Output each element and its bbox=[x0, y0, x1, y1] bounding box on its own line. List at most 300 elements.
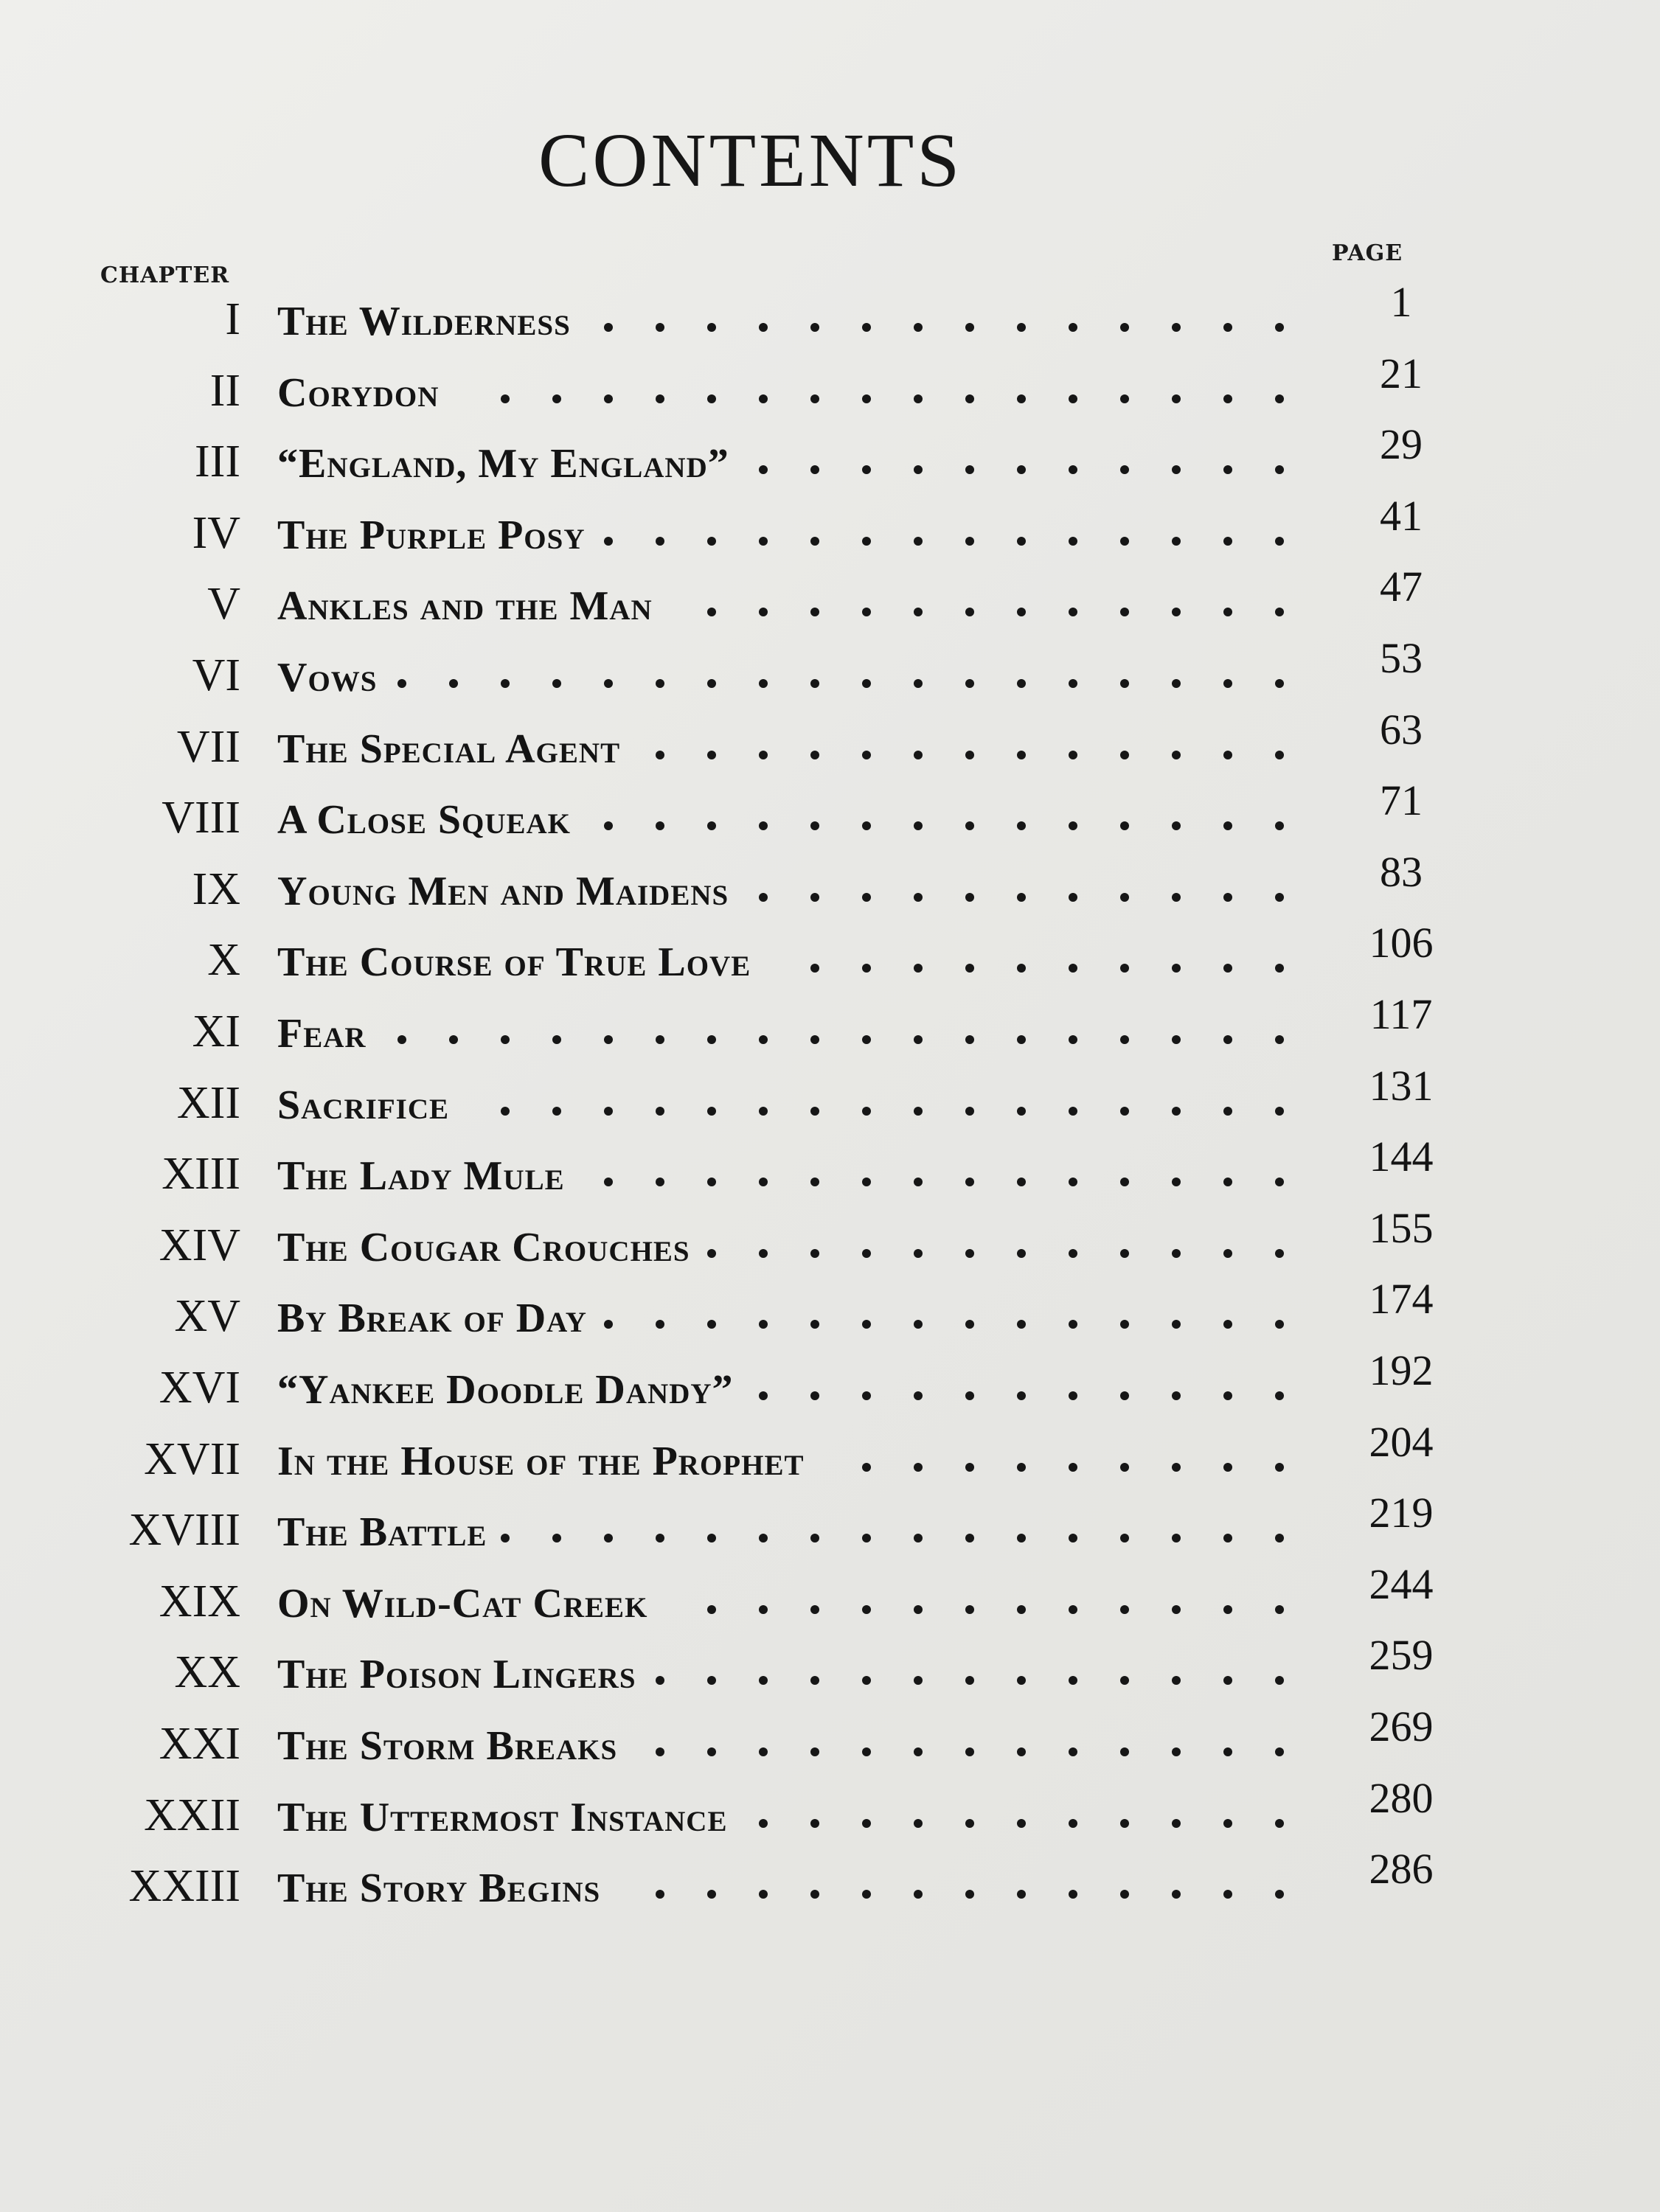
leader-dot bbox=[1223, 964, 1232, 973]
page-column-header: PAGE bbox=[1332, 240, 1403, 266]
chapter-number: XVIII bbox=[128, 1505, 240, 1556]
leader-dot bbox=[862, 1890, 871, 1899]
chapter-number: II bbox=[209, 365, 240, 416]
leader-dot bbox=[862, 465, 871, 474]
chapter-title: Young Men and Maidens bbox=[277, 868, 729, 914]
leader-dot bbox=[1069, 323, 1077, 332]
leader-dot bbox=[1120, 964, 1129, 973]
leader-dot bbox=[707, 537, 716, 546]
leader-dot bbox=[1172, 1107, 1181, 1116]
leader-dot bbox=[1275, 1605, 1284, 1614]
leader-dot bbox=[759, 821, 768, 830]
leader-dot bbox=[914, 1890, 923, 1899]
page-number: 280 bbox=[1369, 1773, 1434, 1822]
leader-dot bbox=[1120, 1463, 1129, 1472]
leader-dot bbox=[1069, 1534, 1077, 1543]
leader-dot bbox=[810, 323, 819, 332]
leader-dot bbox=[1120, 1320, 1129, 1329]
leader-dot bbox=[1120, 1747, 1129, 1756]
leader-dot bbox=[1223, 893, 1232, 902]
leader-dot bbox=[1223, 1676, 1232, 1685]
leader-dot bbox=[656, 1320, 664, 1329]
leader-dot bbox=[759, 1676, 768, 1685]
page-number: 244 bbox=[1369, 1559, 1434, 1608]
leader-dot bbox=[501, 394, 510, 403]
leader-dot bbox=[1017, 1463, 1026, 1472]
leader-dot bbox=[914, 1747, 923, 1756]
leader-dot bbox=[862, 751, 871, 759]
leader-dot bbox=[604, 537, 613, 546]
leader-dot bbox=[965, 1676, 974, 1685]
chapter-title: Ankles and the Man bbox=[277, 583, 653, 630]
leader-dot bbox=[1120, 1819, 1129, 1828]
leader-dot bbox=[501, 1107, 510, 1116]
leader-dot bbox=[1120, 1676, 1129, 1685]
leader-dot bbox=[1017, 1890, 1026, 1899]
leader-dot bbox=[604, 323, 613, 332]
leader-dot bbox=[1069, 751, 1077, 759]
leader-dot bbox=[1017, 1391, 1026, 1400]
leader-dot bbox=[965, 465, 974, 474]
leader-dot bbox=[862, 323, 871, 332]
leader-dot bbox=[656, 1035, 664, 1044]
leader-dot bbox=[707, 1320, 716, 1329]
page-number: 53 bbox=[1380, 634, 1423, 682]
page-number: 286 bbox=[1369, 1845, 1434, 1893]
chapter-column-header: CHAPTER bbox=[100, 262, 230, 288]
leader-dot bbox=[759, 1107, 768, 1116]
leader-dot bbox=[759, 1605, 768, 1614]
leader-dot bbox=[1275, 1534, 1284, 1543]
leader-dot bbox=[1172, 323, 1181, 332]
leader-dot bbox=[759, 1035, 768, 1044]
leader-dot bbox=[1172, 1178, 1181, 1186]
leader-dot bbox=[656, 1534, 664, 1543]
page-number: 174 bbox=[1369, 1275, 1434, 1324]
leader-dot bbox=[397, 679, 406, 688]
leader-dot bbox=[965, 1107, 974, 1116]
page-number: 21 bbox=[1380, 349, 1423, 397]
leader-dot bbox=[707, 1249, 716, 1258]
leader-dot bbox=[965, 608, 974, 616]
leader-dot bbox=[1223, 1249, 1232, 1258]
leader-dot bbox=[604, 1107, 613, 1116]
chapter-number: XV bbox=[174, 1291, 240, 1342]
leader-dot bbox=[707, 1605, 716, 1614]
leader-dot bbox=[862, 1178, 871, 1186]
leader-dot bbox=[914, 394, 923, 403]
leader-dot bbox=[1223, 465, 1232, 474]
leader-dot bbox=[1069, 1463, 1077, 1472]
leader-dot bbox=[1172, 1890, 1181, 1899]
leader-dot bbox=[914, 964, 923, 973]
chapter-number: V bbox=[207, 579, 240, 630]
chapter-number: XIX bbox=[159, 1576, 240, 1627]
leader-dot bbox=[1017, 893, 1026, 902]
leader-dot bbox=[707, 1035, 716, 1044]
leader-dot bbox=[810, 465, 819, 474]
leader-dot bbox=[1120, 465, 1129, 474]
chapter-number: XIV bbox=[159, 1220, 240, 1270]
leader-dot bbox=[1069, 679, 1077, 688]
leader-dot bbox=[1069, 394, 1077, 403]
leader-dot bbox=[1069, 1391, 1077, 1400]
leader-dot bbox=[1275, 1320, 1284, 1329]
leader-dot bbox=[862, 608, 871, 616]
leader-dot bbox=[965, 964, 974, 973]
leader-dot bbox=[1120, 1534, 1129, 1543]
chapter-title: The Poison Lingers bbox=[277, 1652, 636, 1698]
page-number: 131 bbox=[1369, 1061, 1434, 1110]
leader-dot bbox=[810, 1107, 819, 1116]
leader-dot bbox=[1223, 323, 1232, 332]
page-number: 269 bbox=[1369, 1703, 1434, 1750]
leader-dot bbox=[397, 1035, 406, 1044]
page-number: 83 bbox=[1380, 847, 1423, 896]
chapter-title: The Uttermost Instance bbox=[277, 1794, 728, 1840]
leader-dot bbox=[1069, 893, 1077, 902]
leader-dot bbox=[1017, 1178, 1026, 1186]
leader-dot bbox=[1120, 323, 1129, 332]
leader-dot bbox=[552, 1107, 561, 1116]
leader-dot bbox=[1275, 821, 1284, 830]
leader-dot bbox=[1069, 1178, 1077, 1186]
leader-dot bbox=[1223, 1890, 1232, 1899]
leader-dot bbox=[1172, 1320, 1181, 1329]
chapter-number: VIII bbox=[162, 793, 240, 844]
leader-dot bbox=[1017, 1035, 1026, 1044]
leader-dot bbox=[965, 751, 974, 759]
leader-dot bbox=[965, 394, 974, 403]
leader-dot bbox=[1120, 679, 1129, 688]
leader-dot bbox=[1223, 1178, 1232, 1186]
leader-dot bbox=[1223, 1035, 1232, 1044]
leader-dot bbox=[501, 679, 510, 688]
leader-dot bbox=[1120, 1890, 1129, 1899]
leader-dot bbox=[1120, 394, 1129, 403]
leader-dot bbox=[1275, 1819, 1284, 1828]
chapter-number: XXI bbox=[159, 1719, 240, 1769]
leader-dot bbox=[707, 679, 716, 688]
leader-dot bbox=[1275, 608, 1284, 616]
leader-dot bbox=[810, 1249, 819, 1258]
leader-dot bbox=[914, 1391, 923, 1400]
leader-dot bbox=[1172, 1035, 1181, 1044]
leader-dot bbox=[862, 893, 871, 902]
chapter-title: Vows bbox=[277, 655, 378, 700]
chapter-number: XX bbox=[174, 1647, 240, 1698]
leader-dot bbox=[1275, 1747, 1284, 1756]
chapter-number: IV bbox=[192, 507, 240, 558]
leader-dot bbox=[810, 1819, 819, 1828]
leader-dot bbox=[1017, 608, 1026, 616]
leader-dot bbox=[1017, 964, 1026, 973]
leader-dot bbox=[656, 821, 664, 830]
leader-dot bbox=[1069, 1819, 1077, 1828]
chapter-number: XXII bbox=[144, 1790, 240, 1840]
leader-dot bbox=[1275, 751, 1284, 759]
leader-dot bbox=[862, 1534, 871, 1543]
leader-dot bbox=[965, 821, 974, 830]
leader-dot bbox=[1172, 537, 1181, 546]
leader-dot bbox=[552, 394, 561, 403]
leader-dot bbox=[1017, 751, 1026, 759]
leader-dot bbox=[501, 1534, 510, 1543]
leader-dot bbox=[656, 323, 664, 332]
chapter-number: VI bbox=[192, 650, 240, 700]
leader-dot bbox=[604, 679, 613, 688]
leader-dot bbox=[914, 1320, 923, 1329]
leader-dot bbox=[759, 1534, 768, 1543]
leader-dot bbox=[1223, 1463, 1232, 1472]
page-number: 106 bbox=[1369, 919, 1434, 967]
leader-dot bbox=[759, 1747, 768, 1756]
leader-dot bbox=[1275, 1463, 1284, 1472]
leader-dot bbox=[862, 1747, 871, 1756]
leader-dot bbox=[604, 821, 613, 830]
chapter-number: XVII bbox=[144, 1433, 240, 1484]
leader-dot bbox=[759, 537, 768, 546]
leader-dot bbox=[656, 1747, 664, 1756]
leader-dot bbox=[1223, 1320, 1232, 1329]
chapter-title: Sacrifice bbox=[277, 1082, 449, 1128]
leader-dot bbox=[810, 679, 819, 688]
leader-dot bbox=[862, 537, 871, 546]
leader-dot bbox=[759, 893, 768, 902]
leader-dot bbox=[1069, 1035, 1077, 1044]
leader-dot bbox=[1120, 1391, 1129, 1400]
leader-dot bbox=[759, 394, 768, 403]
leader-dot bbox=[501, 1035, 510, 1044]
leader-dot bbox=[604, 1035, 613, 1044]
chapter-title: The Purple Posy bbox=[277, 512, 586, 558]
leader-dot bbox=[810, 893, 819, 902]
leader-dot bbox=[914, 537, 923, 546]
leader-dot bbox=[810, 1320, 819, 1329]
page-number: 41 bbox=[1380, 491, 1423, 540]
leader-dot bbox=[1223, 1605, 1232, 1614]
leader-dot bbox=[1017, 1249, 1026, 1258]
leader-dot bbox=[1017, 394, 1026, 403]
leader-dot bbox=[1017, 465, 1026, 474]
chapter-title: On Wild-Cat Creek bbox=[277, 1580, 648, 1627]
leader-dot bbox=[1223, 537, 1232, 546]
page-number: 71 bbox=[1380, 776, 1423, 825]
leader-dot bbox=[1275, 679, 1284, 688]
chapter-title: The Lady Mule bbox=[277, 1153, 565, 1200]
leader-dot bbox=[810, 1676, 819, 1685]
leader-dot bbox=[1275, 465, 1284, 474]
leader-dot bbox=[1069, 1605, 1077, 1614]
leader-dot bbox=[604, 1320, 613, 1329]
leader-dot bbox=[1069, 1320, 1077, 1329]
leader-dot bbox=[810, 1890, 819, 1899]
leader-dot bbox=[965, 1463, 974, 1472]
leader-dot bbox=[1172, 1605, 1181, 1614]
leader-dot bbox=[862, 679, 871, 688]
leader-dot bbox=[914, 1107, 923, 1116]
toc-entry bbox=[0, 1845, 1660, 1931]
leader-dot bbox=[604, 394, 613, 403]
leader-dot bbox=[914, 608, 923, 616]
leader-dot bbox=[1120, 1249, 1129, 1258]
leader-dot bbox=[1172, 751, 1181, 759]
leader-dot bbox=[1172, 1463, 1181, 1472]
leader-dot bbox=[862, 821, 871, 830]
leader-dot bbox=[759, 679, 768, 688]
leader-dot bbox=[965, 1249, 974, 1258]
leader-dot bbox=[1223, 751, 1232, 759]
leader-dot bbox=[914, 679, 923, 688]
leader-dot bbox=[1120, 821, 1129, 830]
chapter-title: The Story Begins bbox=[277, 1865, 601, 1912]
chapter-title: The Cougar Crouches bbox=[277, 1224, 690, 1270]
leader-dot bbox=[1275, 964, 1284, 973]
chapter-title: Corydon bbox=[277, 369, 440, 416]
leader-dot bbox=[707, 1676, 716, 1685]
leader-dot bbox=[810, 394, 819, 403]
chapter-title: “Yankee Doodle Dandy” bbox=[277, 1367, 734, 1413]
chapter-title: The Battle bbox=[277, 1509, 487, 1556]
leader-dot bbox=[707, 1107, 716, 1116]
leader-dot bbox=[1172, 608, 1181, 616]
leader-dot bbox=[1017, 1819, 1026, 1828]
leader-dot bbox=[759, 1819, 768, 1828]
leader-dot bbox=[965, 679, 974, 688]
leader-dot bbox=[759, 323, 768, 332]
leader-dot bbox=[810, 1035, 819, 1044]
leader-dot bbox=[810, 1605, 819, 1614]
leader-dot bbox=[1275, 394, 1284, 403]
leader-dot bbox=[1223, 679, 1232, 688]
leader-dot bbox=[707, 323, 716, 332]
leader-dot bbox=[914, 1676, 923, 1685]
leader-dot bbox=[449, 679, 458, 688]
leader-dot bbox=[862, 1819, 871, 1828]
leader-dot bbox=[759, 1249, 768, 1258]
leader-dot bbox=[604, 1178, 613, 1186]
page-number: 204 bbox=[1369, 1417, 1434, 1466]
leader-dot bbox=[707, 1747, 716, 1756]
leader-dot bbox=[1120, 608, 1129, 616]
leader-dot bbox=[1069, 1890, 1077, 1899]
leader-dot bbox=[1275, 537, 1284, 546]
leader-dot bbox=[1275, 1178, 1284, 1186]
leader-dot bbox=[1275, 1035, 1284, 1044]
leader-dot bbox=[1275, 1890, 1284, 1899]
leader-dot bbox=[759, 465, 768, 474]
leader-dot bbox=[1017, 821, 1026, 830]
leader-dot bbox=[1275, 893, 1284, 902]
leader-dot bbox=[810, 751, 819, 759]
leader-dot bbox=[707, 751, 716, 759]
chapter-number: XVI bbox=[159, 1363, 240, 1413]
leader-dot bbox=[1275, 1249, 1284, 1258]
leader-dot bbox=[1120, 1107, 1129, 1116]
chapter-number: X bbox=[207, 935, 240, 986]
leader-dot bbox=[965, 1605, 974, 1614]
leader-dot bbox=[1069, 1107, 1077, 1116]
leader-dot bbox=[965, 893, 974, 902]
leader-dot bbox=[1172, 679, 1181, 688]
page-number: 219 bbox=[1369, 1489, 1434, 1537]
leader-dot bbox=[965, 1890, 974, 1899]
leader-dot bbox=[1017, 323, 1026, 332]
leader-dot bbox=[759, 608, 768, 616]
leader-dot bbox=[965, 1035, 974, 1044]
page-number: 144 bbox=[1369, 1133, 1434, 1181]
page-number: 63 bbox=[1380, 705, 1423, 754]
leader-dot bbox=[965, 1534, 974, 1543]
leader-dot bbox=[1069, 465, 1077, 474]
leader-dot bbox=[1275, 1676, 1284, 1685]
chapter-title: The Course of True Love bbox=[277, 939, 751, 986]
leader-dot bbox=[1120, 1178, 1129, 1186]
leader-dot bbox=[914, 323, 923, 332]
leader-dot bbox=[810, 608, 819, 616]
leader-dot bbox=[862, 1463, 871, 1472]
leader-dot bbox=[1172, 964, 1181, 973]
leader-dot bbox=[707, 821, 716, 830]
leader-dot bbox=[1172, 1676, 1181, 1685]
leader-dot bbox=[965, 1320, 974, 1329]
leader-dot bbox=[1120, 1605, 1129, 1614]
leader-dot bbox=[914, 1463, 923, 1472]
leader-dot bbox=[914, 465, 923, 474]
leader-dot bbox=[656, 679, 664, 688]
leader-dot bbox=[759, 1178, 768, 1186]
leader-dot bbox=[759, 1391, 768, 1400]
leader-dot bbox=[914, 751, 923, 759]
chapter-title: The Wilderness bbox=[277, 299, 571, 344]
chapter-number: III bbox=[195, 437, 240, 487]
leader-dot bbox=[914, 1249, 923, 1258]
leader-dot bbox=[707, 394, 716, 403]
leader-dot bbox=[965, 1178, 974, 1186]
leader-dot bbox=[656, 1890, 664, 1899]
leader-dot bbox=[914, 893, 923, 902]
page-title: CONTENTS bbox=[538, 118, 963, 203]
leader-dot bbox=[1223, 1747, 1232, 1756]
chapter-title: In the House of the Prophet bbox=[277, 1438, 805, 1484]
leader-dot bbox=[449, 1035, 458, 1044]
leader-dot bbox=[810, 1178, 819, 1186]
chapter-number: XXIII bbox=[128, 1861, 240, 1912]
chapter-number: XIII bbox=[162, 1149, 240, 1200]
leader-dot bbox=[1223, 1534, 1232, 1543]
leader-dot bbox=[1017, 679, 1026, 688]
leader-dot bbox=[1069, 1249, 1077, 1258]
page-number: 259 bbox=[1369, 1631, 1434, 1680]
leader-dot bbox=[1223, 608, 1232, 616]
leader-dot bbox=[862, 1605, 871, 1614]
leader-dot bbox=[1223, 821, 1232, 830]
leader-dot bbox=[656, 1676, 664, 1685]
leader-dot bbox=[1223, 394, 1232, 403]
leader-dot bbox=[1120, 751, 1129, 759]
leader-dot bbox=[1017, 537, 1026, 546]
leader-dot bbox=[914, 1035, 923, 1044]
leader-dot bbox=[1172, 465, 1181, 474]
leader-dot bbox=[1069, 537, 1077, 546]
leader-dot bbox=[965, 1819, 974, 1828]
leader-dot bbox=[965, 1747, 974, 1756]
leader-dot bbox=[656, 394, 664, 403]
leader-dot bbox=[1275, 323, 1284, 332]
chapter-title: “England, My England” bbox=[277, 441, 729, 487]
leader-dot bbox=[965, 323, 974, 332]
leader-dot bbox=[862, 1035, 871, 1044]
